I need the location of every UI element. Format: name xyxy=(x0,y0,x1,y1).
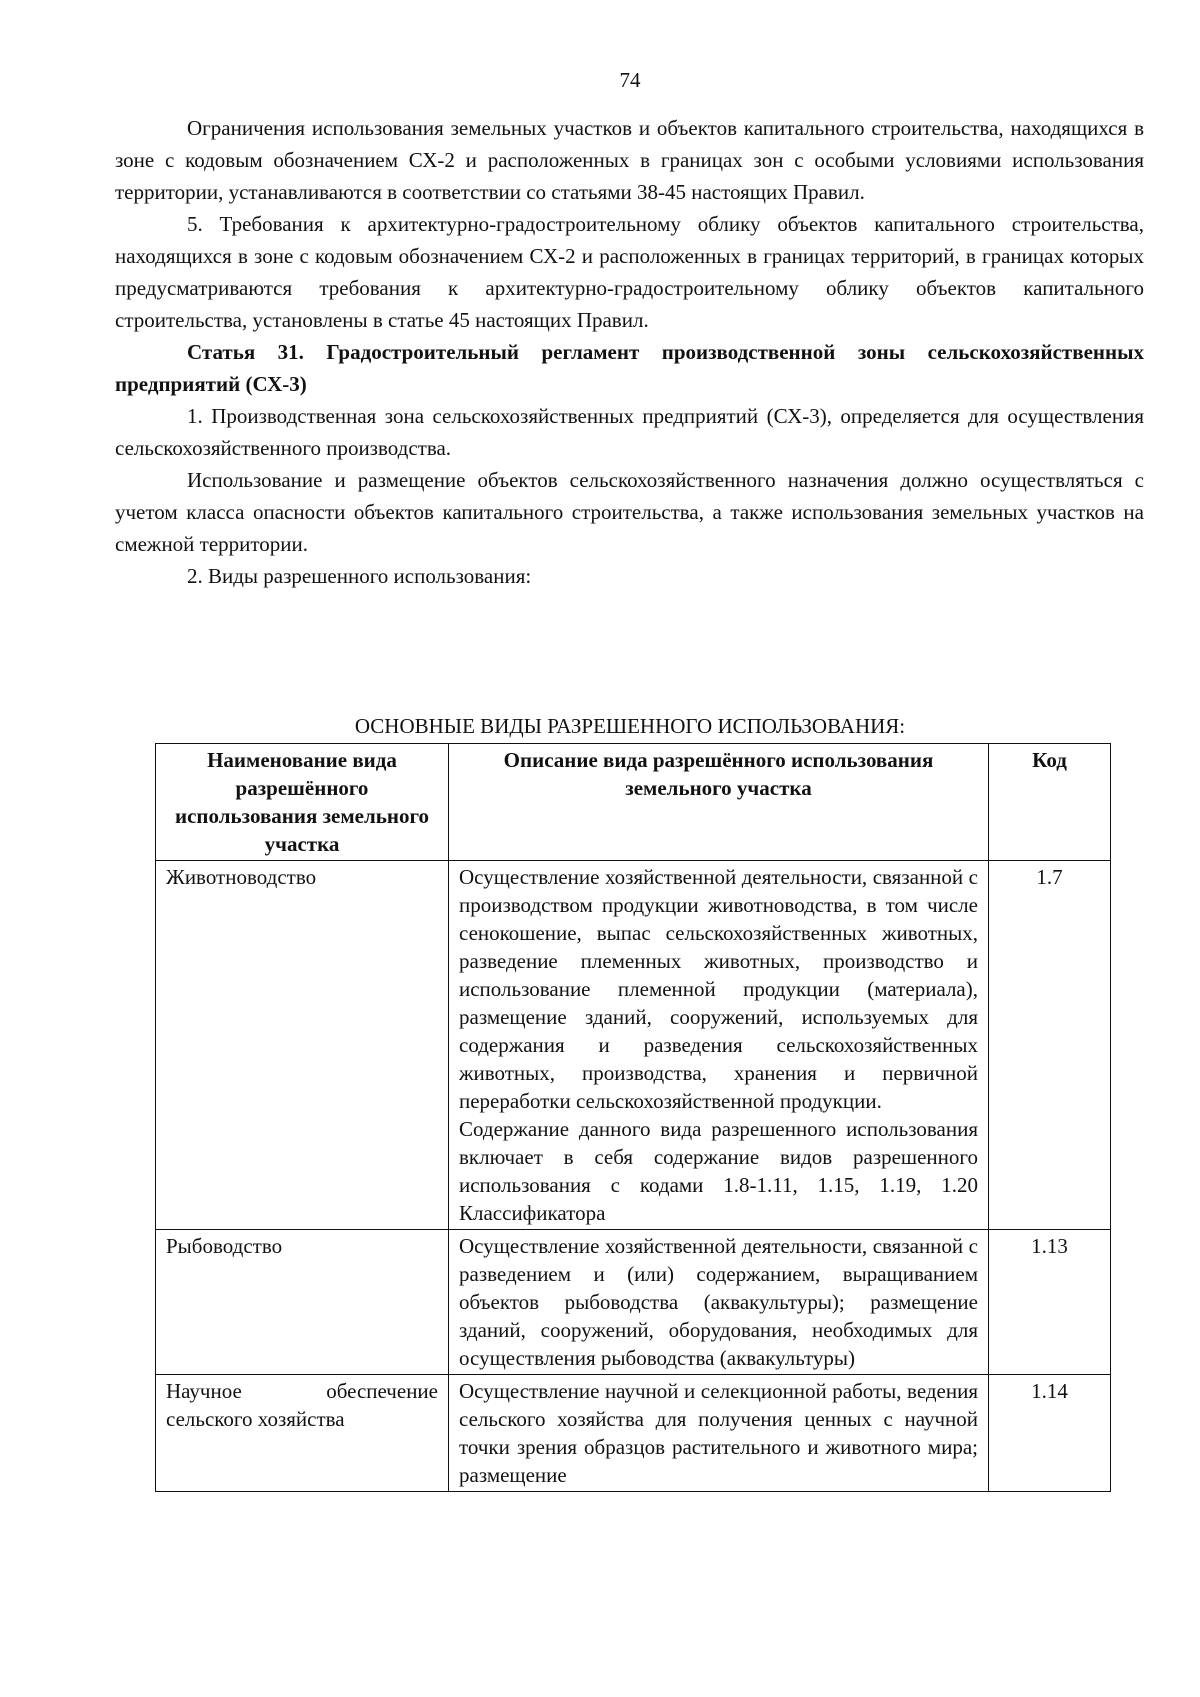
table-row xyxy=(156,1375,1111,1492)
use-description xyxy=(449,861,989,1230)
header-code: Код xyxy=(989,744,1111,861)
table-row xyxy=(156,861,1111,1230)
header-description: Описание вида разрешённого использования земельного участка xyxy=(449,744,989,861)
description-text: Осуществление хозяйственной деятельности, связанной с разведением и (или) содержанием, выращиванием объектов рыбоводства (аквакультуры); размещение зданий, сооружений, оборудования, необходимых для осуществления рыбоводства (аквакультуры) xyxy=(459,1234,978,1370)
page-number: 74 xyxy=(619,68,641,92)
description-text: Содержание данного вида разрешенного использования включает в себя содержание видов разрешенного использования с кодами 1.8-1.11, 1.15, 1.19, 1.20 Классификатора xyxy=(459,1117,978,1225)
header-name: Наименование вида разрешённого использования земельного участка xyxy=(156,744,449,861)
description-text: Осуществление хозяйственной деятельности, связанной с производством продукции животноводства, в том числе сенокошение, выпас сельскохозяйственных животных, разведение племенных животных, производство и использование племенной продукции (материала), размещение зданий, сооружений, используемых для содержания и разведения сельскохозяйственных животных, производства, хранения и первичной переработки сельскохозяйственной продукции. xyxy=(459,865,978,1113)
article-heading: Статья 31. Градостроительный регламент производственной зоны сельскохозяйственных предприятий (СХ-3) xyxy=(115,340,1144,396)
paragraph: Ограничения использования земельных участков и объектов капитального строительства, находящихся в зоне с кодовым обозначением СХ-2 и расположенных в границах зон с особыми условиями использования территории, устанавливаются в соответствии со статьями 38-45 настоящих Правил. xyxy=(115,116,1144,204)
use-description xyxy=(449,1375,989,1492)
use-name: Рыбоводство xyxy=(156,1230,449,1375)
use-code: 1.13 xyxy=(989,1230,1111,1375)
paragraph: 1. Производственная зона сельскохозяйственных предприятий (СХ-3), определяется для осуществления сельскохозяйственного производства. xyxy=(115,404,1144,460)
table-caption: ОСНОВНЫЕ ВИДЫ РАЗРЕШЕННОГО ИСПОЛЬЗОВАНИЯ: xyxy=(354,714,906,738)
permitted-use-table xyxy=(155,743,1111,1492)
table-header-row xyxy=(156,744,1111,861)
paragraph: Использование и размещение объектов сельскохозяйственного назначения должно осуществляться с учетом класса опасности объектов капитального строительства, а также использования земельных участков на смежной территории. xyxy=(115,468,1144,556)
description-text: Осуществление научной и селекционной работы, ведения сельского хозяйства для получения ценных с научной точки зрения образцов растительного и животного мира; размещение xyxy=(459,1379,978,1487)
use-name: Научное обеспечение сельского хозяйства xyxy=(156,1375,449,1492)
use-code: 1.7 xyxy=(989,861,1111,1230)
paragraph: 5. Требования к архитектурно-градостроительному облику объектов капитального строительства, находящихся в зоне с кодовым обозначением СХ-2 и расположенных в границах территорий, в границах которых предусматриваются требования к архитектурно-градостроительному облику объектов капитального строительства, установлены в статье 45 настоящих Правил. xyxy=(115,212,1144,332)
paragraph: 2. Виды разрешенного использования: xyxy=(187,564,532,588)
body-text xyxy=(115,112,1144,592)
use-code: 1.14 xyxy=(989,1375,1111,1492)
use-description xyxy=(449,1230,989,1375)
table-row xyxy=(156,1230,1111,1375)
use-name: Животноводство xyxy=(156,861,449,1230)
